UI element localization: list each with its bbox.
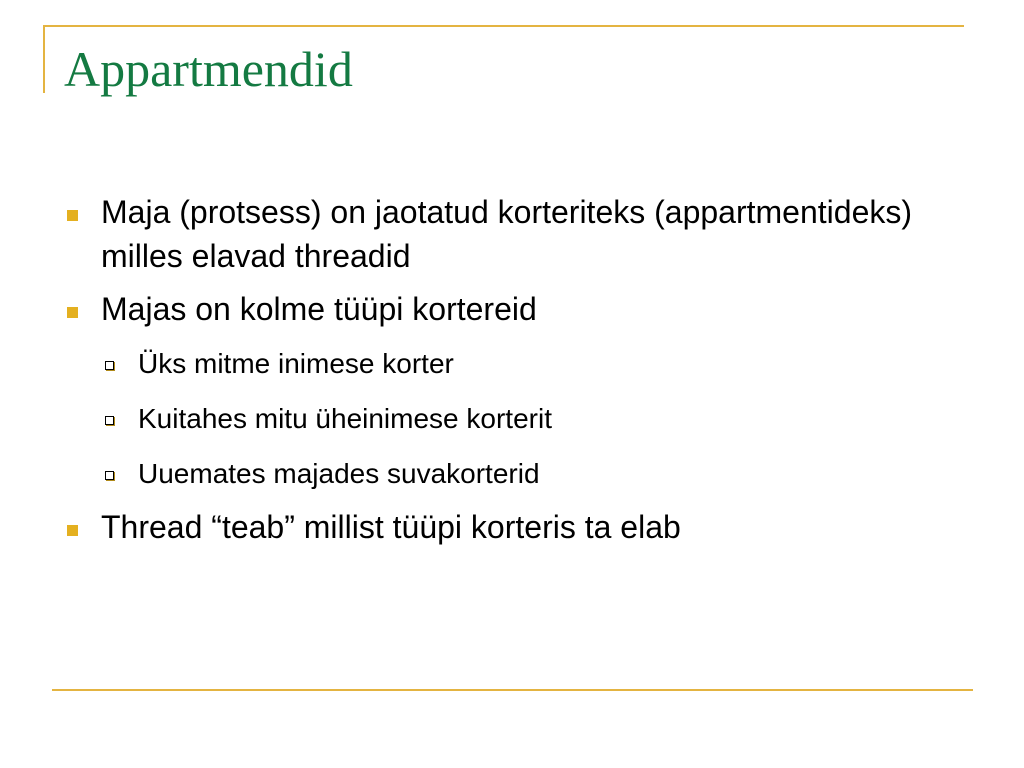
bullet-text: Majas on kolme tüüpi kortereid bbox=[101, 291, 537, 327]
filled-square-bullet-icon bbox=[67, 210, 78, 221]
sub-bullet-item bbox=[64, 345, 964, 383]
bullet-item bbox=[64, 190, 964, 278]
bullet-item bbox=[64, 287, 964, 331]
slide-title: Appartmendid bbox=[64, 41, 353, 97]
filled-square-bullet-icon bbox=[67, 525, 78, 536]
hollow-square-bullet-icon bbox=[105, 471, 114, 480]
bullet-item bbox=[64, 505, 964, 549]
sub-bullet-text: Uuemates majades suvakorterid bbox=[138, 458, 540, 489]
bullet-list bbox=[64, 190, 964, 558]
left-accent-rule bbox=[43, 25, 45, 93]
sub-bullet-text: Üks mitme inimese korter bbox=[138, 348, 454, 379]
sub-bullet-text: Kuitahes mitu üheinimese korterit bbox=[138, 403, 552, 434]
sub-bullet-item bbox=[64, 455, 964, 493]
bullet-text: Maja (protsess) on jaotatud korteriteks (appartmentideks) milles elavad threadid bbox=[101, 194, 913, 274]
bullet-text: Thread “teab” millist tüüpi korteris ta elab bbox=[101, 509, 681, 545]
bottom-accent-rule bbox=[52, 689, 973, 691]
filled-square-bullet-icon bbox=[67, 307, 78, 318]
sub-bullet-item bbox=[64, 400, 964, 438]
hollow-square-bullet-icon bbox=[105, 361, 114, 370]
hollow-square-bullet-icon bbox=[105, 416, 114, 425]
top-accent-rule bbox=[43, 25, 964, 27]
